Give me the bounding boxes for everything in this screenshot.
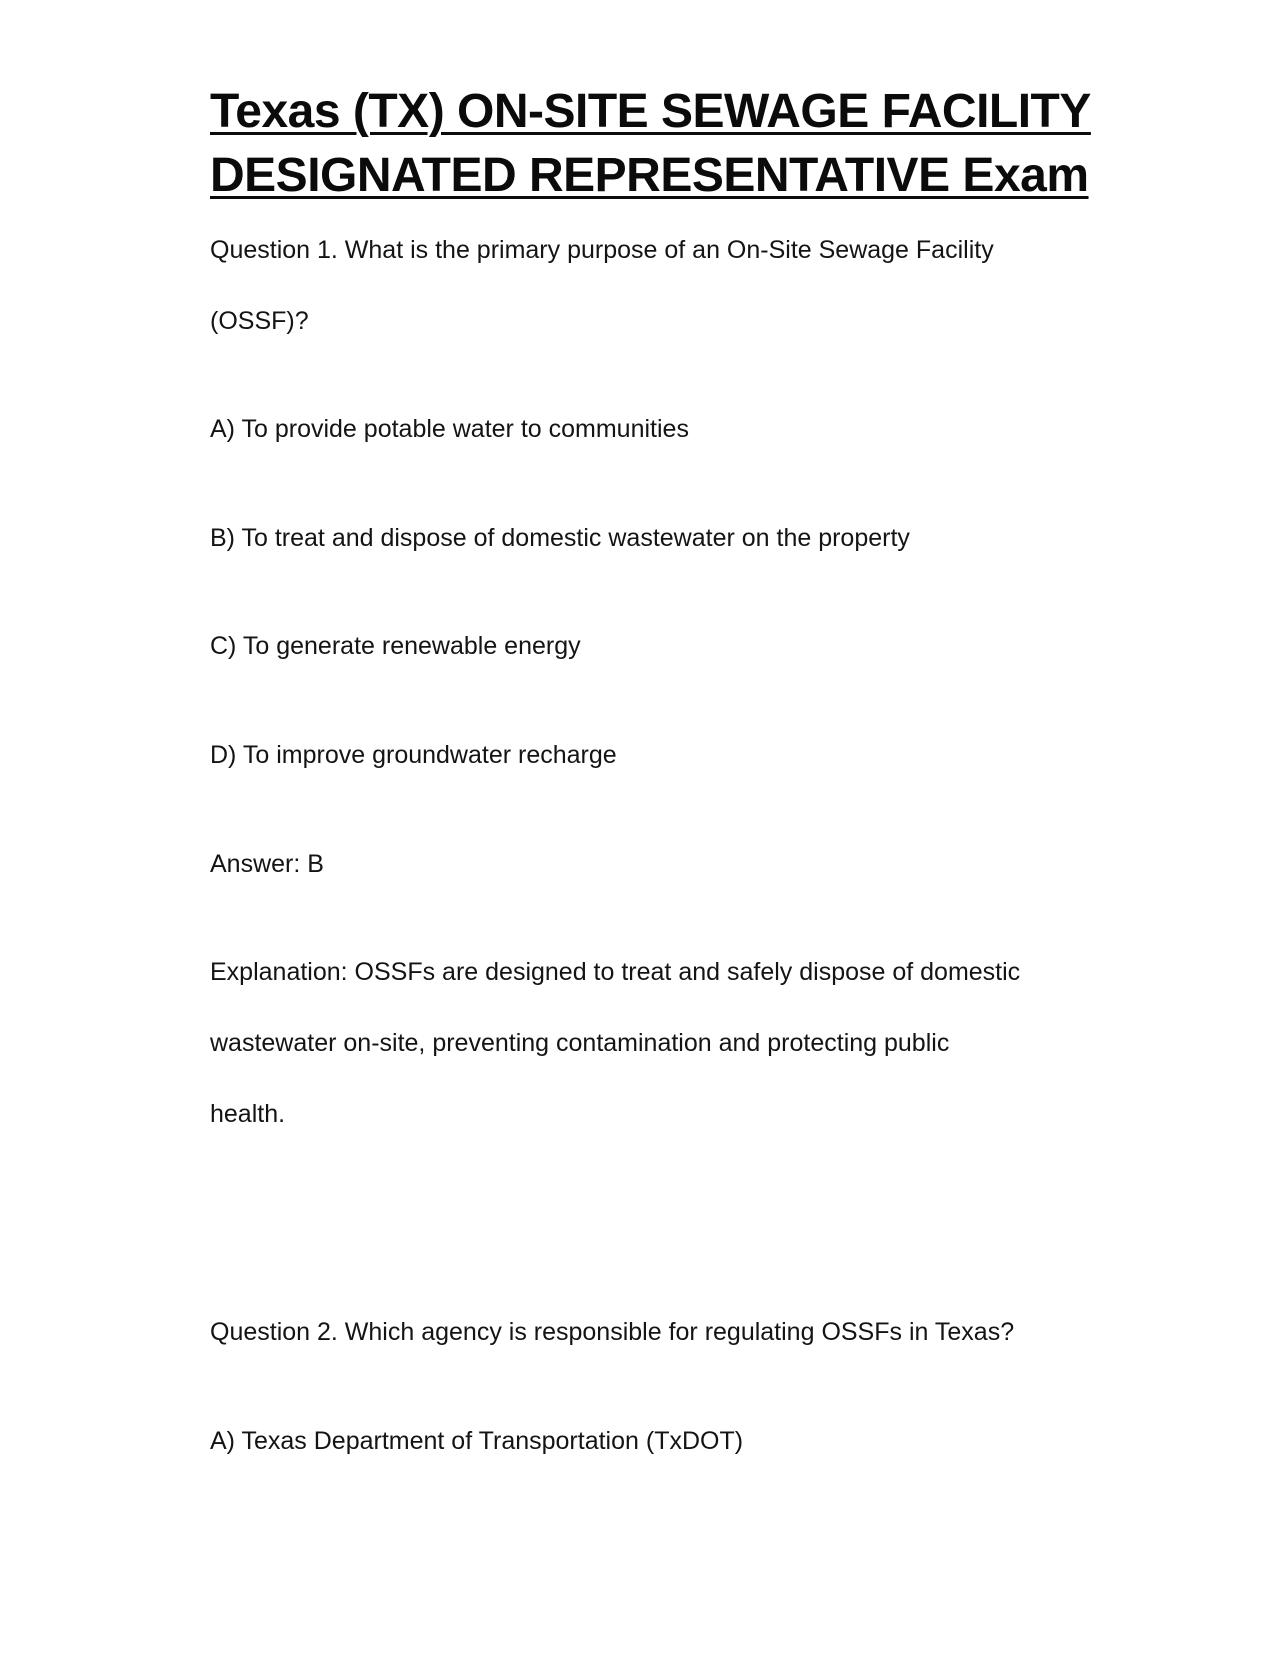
question-1-explanation-line-1: Explanation: OSSFs are designed to treat and safely dispose of domestic xyxy=(210,958,1021,986)
question-1-option-b: B) To treat and dispose of domestic wastewater on the property xyxy=(210,524,910,552)
document-title xyxy=(210,80,1110,208)
title-line-1: Texas (TX) ON-SITE SEWAGE FACILITY xyxy=(210,85,1091,138)
question-1-explanation-line-2: wastewater on-site, preventing contamination and protecting public xyxy=(210,1029,950,1057)
question-1-text-line-1: Question 1. What is the primary purpose of an On-Site Sewage Facility xyxy=(210,236,994,264)
title-line-2: DESIGNATED REPRESENTATIVE Exam xyxy=(210,149,1089,202)
question-1-answer: Answer: B xyxy=(210,850,324,878)
question-1-explanation-line-3: health. xyxy=(210,1100,286,1128)
question-1-text-line-2: (OSSF)? xyxy=(210,307,309,335)
question-1-option-d: D) To improve groundwater recharge xyxy=(210,741,617,769)
question-1-option-a: A) To provide potable water to communities xyxy=(210,415,689,443)
question-2-text: Question 2. Which agency is responsible for regulating OSSFs in Texas? xyxy=(210,1318,1015,1346)
question-2-option-a: A) Texas Department of Transportation (TxDOT) xyxy=(210,1427,744,1455)
question-1-option-c: C) To generate renewable energy xyxy=(210,632,581,660)
